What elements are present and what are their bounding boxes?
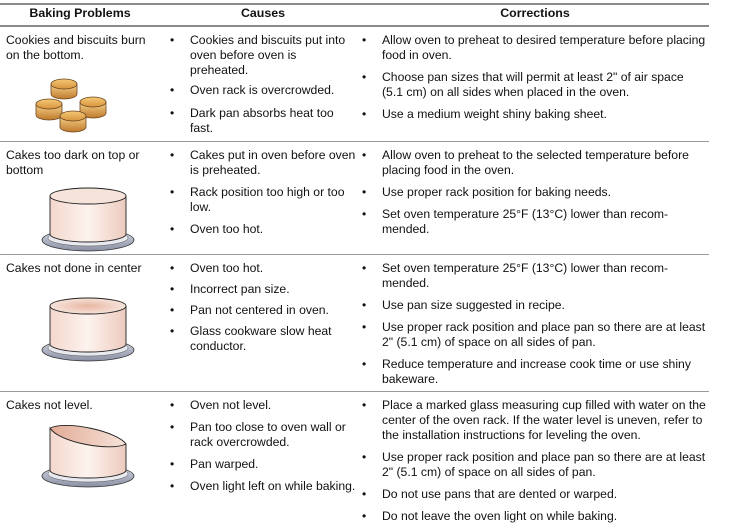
corrections-list — [362, 148, 708, 237]
header-top-rule — [0, 3, 709, 5]
row-divider — [0, 391, 709, 392]
header-corrections: Corrections — [500, 6, 570, 20]
header-bottom-rule — [0, 25, 709, 27]
causes-list — [170, 398, 356, 494]
correction-item: • Use a medium weight shiny baking sheet. — [362, 107, 708, 122]
cause-item: • Glass cookware slow heat conductor. — [170, 324, 356, 354]
correction-item: • Use proper rack position for baking needs. — [362, 185, 708, 200]
correction-item: • Use proper rack position and place pan so there are at least 2" (5.1 cm) of space on all sides of pan. — [362, 450, 708, 480]
cause-item: • Pan warped. — [170, 457, 356, 472]
problem-text: Cakes not level. — [6, 398, 93, 412]
causes-list — [170, 33, 356, 136]
correction-item: • Do not leave the oven light on while baking. — [362, 509, 708, 524]
correction-item: • Set oven temperature 25°F (13°C) lower than recom-mended. — [362, 261, 708, 291]
problem-text: Cakes not done in center — [6, 261, 142, 275]
cause-item: • Dark pan absorbs heat too fast. — [170, 106, 356, 136]
cause-item: • Cookies and biscuits put into oven before oven is preheated. — [170, 33, 356, 78]
row-divider — [0, 254, 709, 255]
correction-item: • Set oven temperature 25°F (13°C) lower than recom-mended. — [362, 207, 708, 237]
cake-icon — [38, 186, 138, 254]
correction-item: • Allow oven to preheat to the selected temperature before placing food in the oven. — [362, 148, 708, 178]
problem-text: Cakes too dark on top or bottom — [6, 148, 140, 177]
causes-list — [170, 261, 356, 354]
cause-item: • Pan not centered in oven. — [170, 303, 356, 318]
header-causes: Causes — [240, 6, 286, 20]
corrections-list — [362, 398, 708, 524]
causes-list — [170, 148, 356, 237]
cause-item: • Cakes put in oven before oven is preheated. — [170, 148, 356, 178]
row-divider — [0, 141, 709, 142]
correction-item: • Place a marked glass measuring cup filled with water on the center of the oven rack. If the water level is uneven, refer to the installation instructions for leveling the oven. — [362, 398, 708, 443]
cookies-icon — [28, 72, 118, 142]
corrections-list — [362, 33, 708, 122]
cause-item: • Rack position too high or too low. — [170, 185, 356, 215]
corrections-list — [362, 261, 708, 387]
cause-item: • Incorrect pan size. — [170, 282, 356, 297]
problem-text: Cookies and biscuits burn on the bottom. — [6, 33, 146, 62]
correction-item: • Use pan size suggested in recipe. — [362, 298, 708, 313]
cause-item: • Oven not level. — [170, 398, 356, 413]
cause-item: • Oven light left on while baking. — [170, 479, 356, 494]
cause-item: • Oven too hot. — [170, 261, 356, 276]
cause-item: • Pan too close to oven wall or rack overcrowded. — [170, 420, 356, 450]
correction-item: • Reduce temperature and increase cook time or use shiny bakeware. — [362, 357, 708, 387]
cause-item: • Oven rack is overcrowded. — [170, 83, 356, 98]
cake-icon — [38, 296, 138, 364]
header-baking-problems: Baking Problems — [29, 6, 131, 20]
correction-item: • Allow oven to preheat to desired temperature before placing food in oven. — [362, 33, 708, 63]
tilted-cake-icon — [38, 418, 138, 490]
correction-item: • Do not use pans that are dented or warped. — [362, 487, 708, 502]
correction-item: • Use proper rack position and place pan so there are at least 2" (5.1 cm) of space on all sides of pan. — [362, 320, 708, 350]
cause-item: • Oven too hot. — [170, 222, 356, 237]
correction-item: • Choose pan sizes that will permit at least 2" of air space (5.1 cm) on all sides when placed in the oven. — [362, 70, 708, 100]
